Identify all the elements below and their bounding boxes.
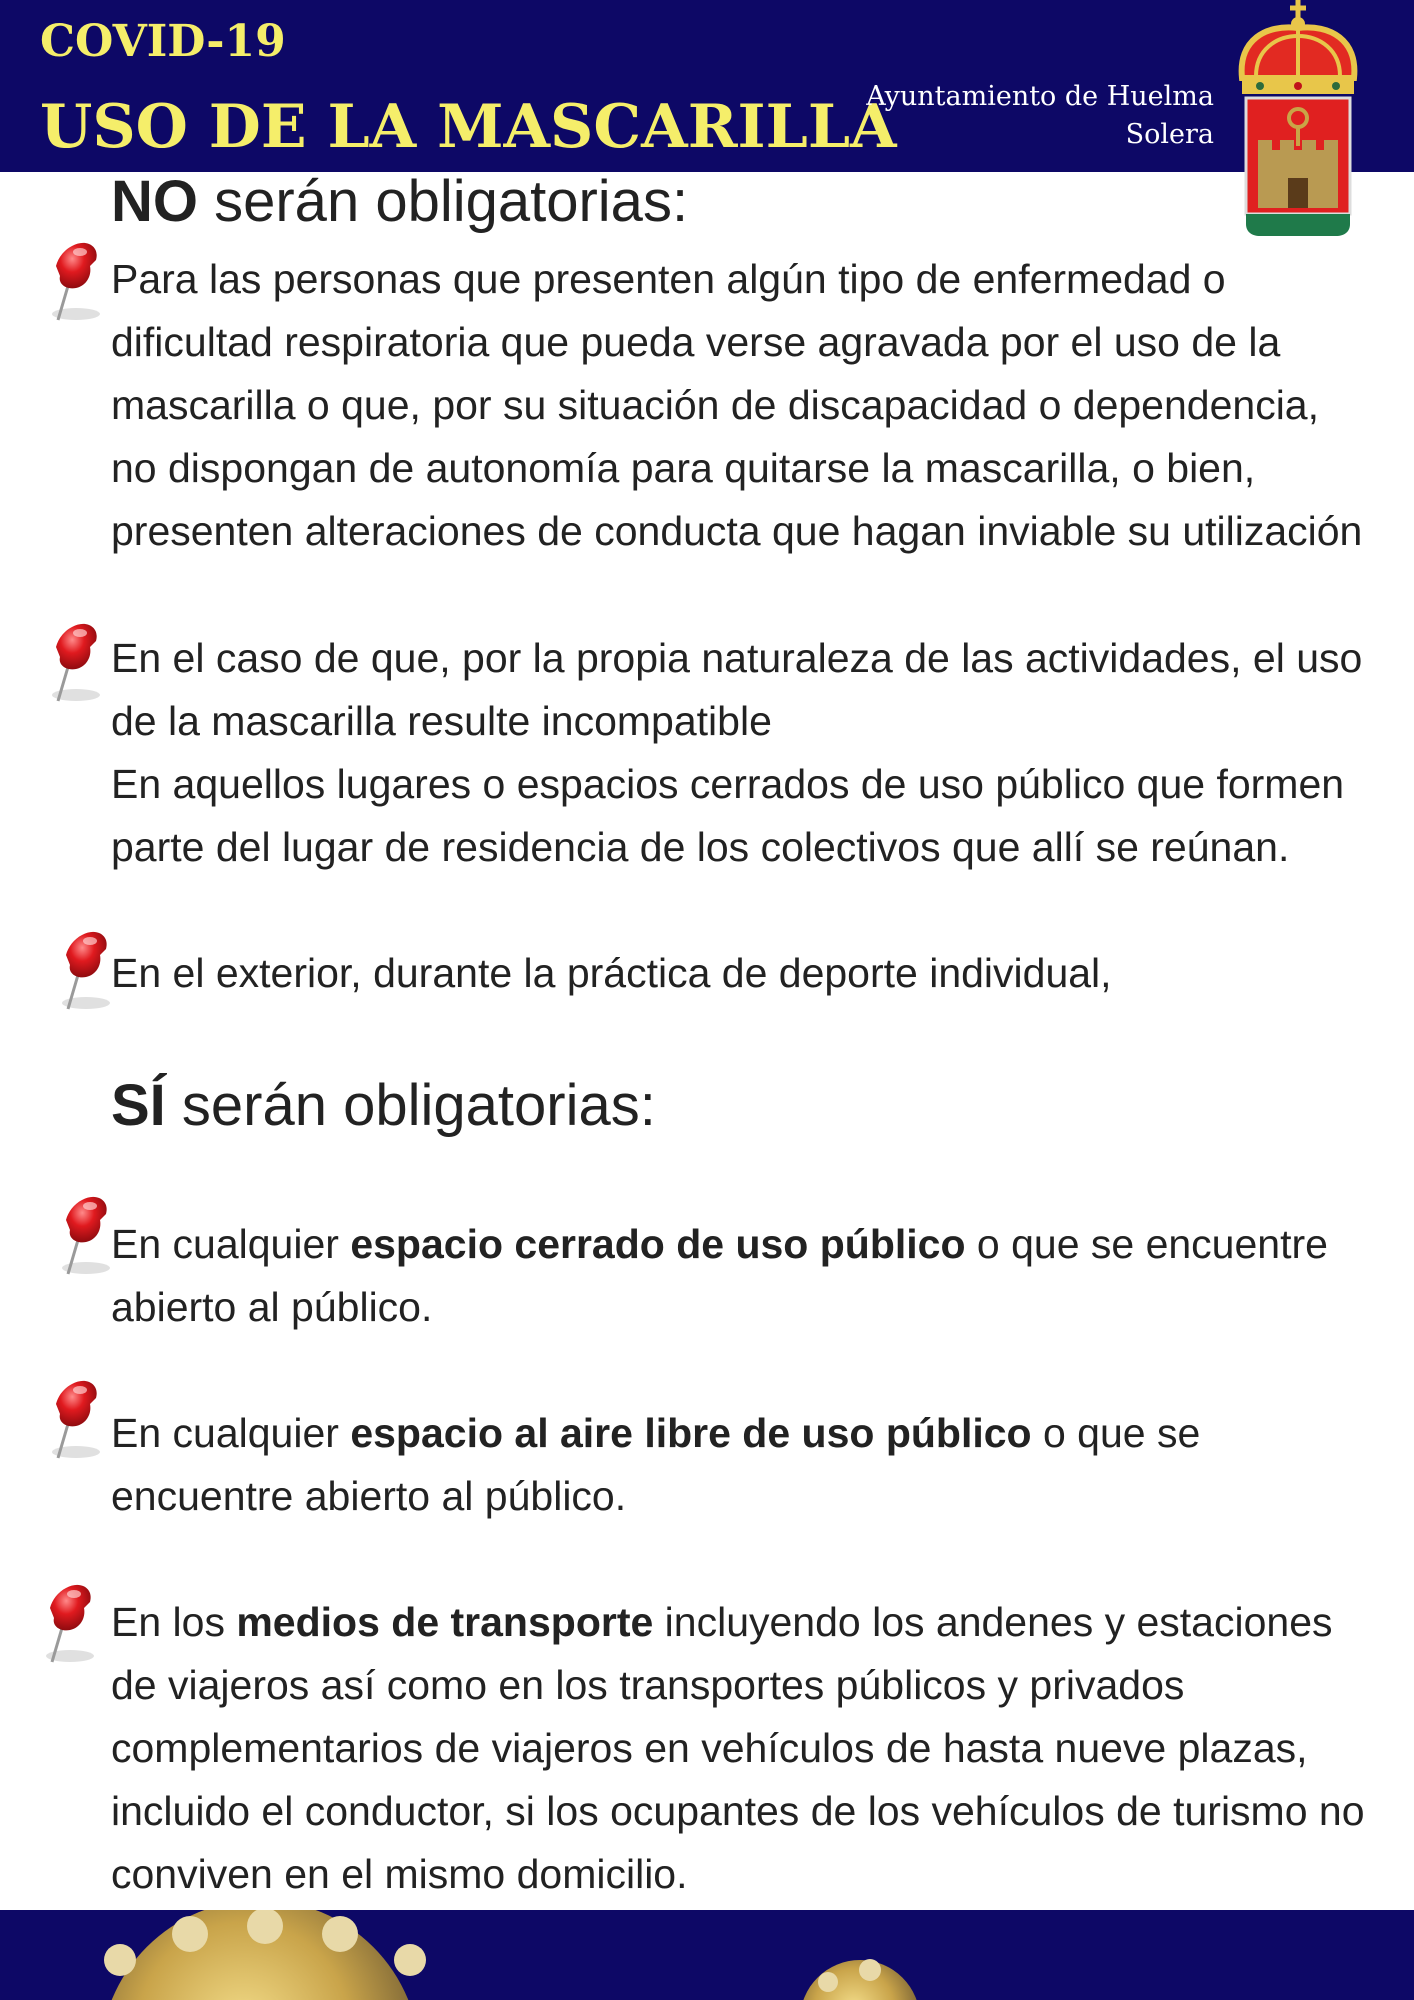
si-item-3 xyxy=(111,1591,1371,1906)
si-item-2-pre: En cualquier xyxy=(111,1410,351,1456)
si-item-1 xyxy=(111,1213,1371,1339)
header-banner xyxy=(0,0,1414,172)
si-item-2-post: o que se encuentre abierto al público. xyxy=(111,1410,1201,1519)
no-item-4: En el exterior, durante la práctica de deporte individual, xyxy=(111,950,1112,996)
organization-line-1: Ayuntamiento de Huelma xyxy=(866,81,1214,112)
organization-name xyxy=(866,78,1214,154)
si-item-3-bold: medios de transporte xyxy=(236,1599,654,1645)
no-item-3: En aquellos lugares o espacios cerrados de uso público que formen parte del lugar de residencia de los colectivos que allí se reúnan. xyxy=(111,761,1345,870)
si-item-2-bold: espacio al aire libre de uso público xyxy=(350,1410,1032,1456)
si-item-3-pre: En los xyxy=(111,1599,237,1645)
virus-illustration xyxy=(0,1910,1414,2000)
page-title: USO DE LA MASCARILLA xyxy=(40,92,897,162)
no-item-2: En el caso de que, por la propia naturaleza de las actividades, el uso de la mascarilla resulte incompatible xyxy=(111,635,1363,744)
si-item-3-post: incluyendo los andenes y estaciones de viajeros así como en los transportes públicos y privados complementarios de viajeros en vehículos de hasta nueve plazas, incluido el conductor, si los ocupantes de los vehículos de turismo no conviven en el mismo domicilio. xyxy=(111,1599,1365,1897)
pushpin-icon xyxy=(56,925,116,1015)
organization-line-2: Solera xyxy=(1125,119,1214,150)
si-item-1-pre: En cualquier xyxy=(111,1221,351,1267)
pushpin-icon xyxy=(56,1190,116,1280)
si-item-1-post: o que se encuentre abierto al público. xyxy=(111,1221,1328,1330)
no-item-1: Para las personas que presenten algún tipo de enfermedad o dificultad respiratoria que pueda verse agravada por el uso de la mascarilla o que, por su situación de discapacidad o dependencia, no dispongan de autonomía para quitarse la mascarilla, o bien, presenten alteraciones de conducta que hagan inviable su utilización xyxy=(111,256,1363,554)
pushpin-icon xyxy=(46,1374,106,1464)
si-heading-text: serán obligatorias: xyxy=(165,1073,656,1138)
si-section-heading xyxy=(111,1072,656,1139)
footer-banner xyxy=(0,1910,1414,2000)
no-heading-text: serán obligatorias: xyxy=(198,169,689,234)
covid-label: COVID-19 xyxy=(40,16,286,67)
pushpin-icon xyxy=(46,236,106,326)
si-item-1-bold: espacio cerrado de uso público xyxy=(350,1221,966,1267)
no-section-heading xyxy=(111,168,688,235)
si-heading-bold: SÍ xyxy=(111,1073,166,1138)
pushpin-icon xyxy=(40,1578,100,1668)
no-heading-bold: NO xyxy=(111,169,198,234)
si-item-2 xyxy=(111,1402,1371,1528)
coat-of-arms-icon xyxy=(1236,0,1366,240)
pushpin-icon xyxy=(46,617,106,707)
